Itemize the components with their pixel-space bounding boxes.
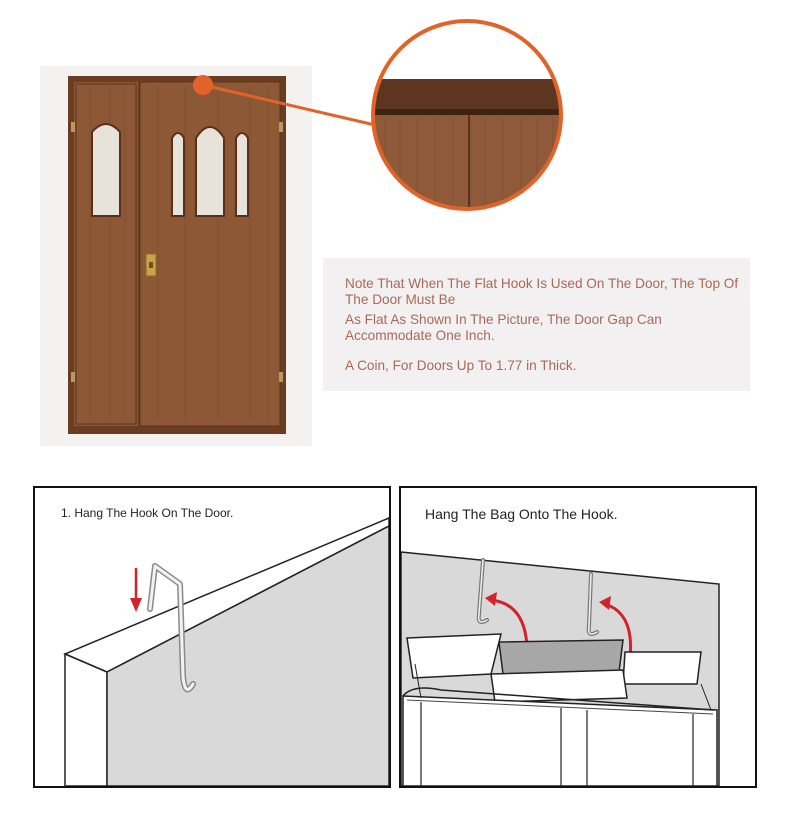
note-line-3: A Coin, For Doors Up To 1.77 in Thick. (345, 358, 577, 373)
note-box (323, 258, 750, 391)
zoom-callout (185, 15, 590, 220)
step-2-label: Hang The Bag Onto The Hook. (425, 506, 618, 522)
callout-line (203, 85, 375, 125)
note-line-2: As Flat As Shown In The Picture, The Door Gap Can Accommodate One Inch. (345, 312, 662, 343)
note-line-1: Note That When The Flat Hook Is Used On The Door, The Top Of The Door Must Be (345, 276, 739, 307)
callout-dot (193, 75, 213, 95)
step-1-label: 1. Hang The Hook On The Door. (61, 506, 234, 520)
step-2-panel (399, 486, 757, 788)
step-1-panel (33, 486, 391, 788)
